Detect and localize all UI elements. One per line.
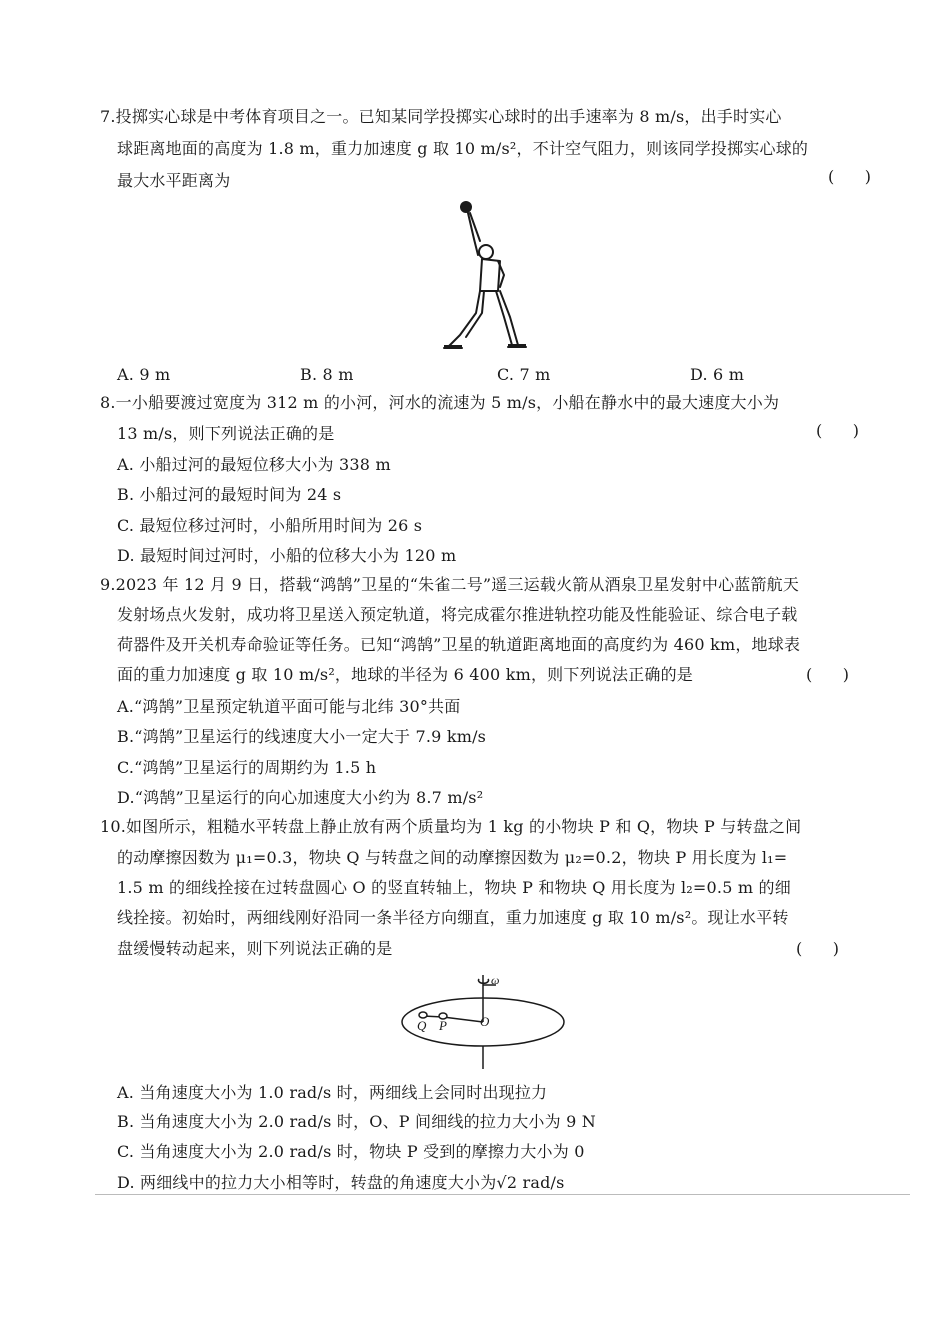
q9-answer-paren: ( )	[806, 665, 849, 684]
q10-answer-paren: ( )	[796, 939, 839, 958]
q9-line-2: 发射场点火发射，成功将卫星送入预定轨道，将完成霍尔推进轨控功能及性能验证、综合电子载	[117, 605, 798, 624]
p-label: P	[439, 1018, 447, 1033]
q8-line-2: 13 m/s，则下列说法正确的是	[117, 424, 335, 443]
q10-line-5: 盘缓慢转动起来，则下列说法正确的是	[117, 939, 393, 958]
q7-option-b: B. 8 m	[300, 365, 354, 384]
q10-line-2: 的动摩擦因数为 μ₁=0.3，物块 Q 与转盘之间的动摩擦因数为 μ₂=0.2，物块 P 用长度为 l₁=	[117, 848, 788, 867]
q9-line-3: 荷器件及开关机寿命验证等任务。已知“鸿鹄”卫星的轨道距离地面的高度约为 460 km，地球表	[117, 635, 801, 654]
q9-option-a: A.“鸿鹄”卫星预定轨道平面可能与北纬 30°共面	[117, 697, 461, 716]
q7-line-3: 最大水平距离为	[117, 171, 231, 190]
q7-line-1: 7.投掷实心球是中考体育项目之一。已知某同学投掷实心球时的出手速率为 8 m/s，出手时实心	[100, 107, 782, 126]
q9-line-4: 面的重力加速度 g 取 10 m/s²，地球的半径为 6 400 km，则下列说法正确的是	[117, 665, 693, 684]
q9-option-c: C.“鸿鹄”卫星运行的周期约为 1.5 h	[117, 758, 377, 777]
q10-line-4: 线拴接。初始时，两细线刚好沿同一条半径方向绷直，重力加速度 g 取 10 m/s²。现让水平转	[117, 908, 789, 927]
q10-line-1: 10.如图所示，粗糙水平转盘上静止放有两个质量均为 1 kg 的小物块 P 和 Q，物块 P 与转盘之间	[100, 817, 802, 836]
q9-option-b: B.“鸿鹄”卫星运行的线速度大小一定大于 7.9 km/s	[117, 727, 487, 746]
turntable-diagram	[395, 965, 575, 1075]
q8-option-a: A. 小船过河的最短位移大小为 338 m	[117, 455, 391, 474]
q10-line-3: 1.5 m 的细线拴接在过转盘圆心 O 的竖直转轴上，物块 P 和物块 Q 用长度为 l₂=0.5 m 的细	[117, 878, 791, 897]
q8-line-1: 8.一小船要渡过宽度为 312 m 的小河，河水的流速为 5 m/s，小船在静水中的最大速度大小为	[100, 393, 780, 412]
q9-line-1: 9.2023 年 12 月 9 日，搭载“鸿鹄”卫星的“朱雀二号”遥三运载火箭从酒泉卫星发射中心蓝箭航天	[100, 575, 800, 594]
q8-option-c: C. 最短位移过河时，小船所用时间为 26 s	[117, 516, 423, 535]
q8-option-d: D. 最短时间过河时，小船的位移大小为 120 m	[117, 546, 457, 565]
q8-answer-paren: ( )	[816, 421, 859, 440]
q7-answer-paren: ( )	[828, 167, 871, 186]
q-label: Q	[417, 1018, 427, 1033]
q10-option-a: A. 当角速度大小为 1.0 rad/s 时，两细线上会同时出现拉力	[117, 1083, 548, 1102]
q7-option-c: C. 7 m	[497, 365, 551, 384]
q7-line-2: 球距离地面的高度为 1.8 m，重力加速度 g 取 10 m/s²，不计空气阻力，则该同学投掷实心球的	[117, 139, 809, 158]
q10-option-b: B. 当角速度大小为 2.0 rad/s 时，O、P 间细线的拉力大小为 9 N	[117, 1112, 596, 1131]
shot-put-athlete-figure	[440, 195, 530, 357]
page-bottom-divider	[95, 1194, 910, 1195]
q7-option-d: D. 6 m	[690, 365, 745, 384]
q9-option-d: D.“鸿鹄”卫星运行的向心加速度大小约为 8.7 m/s²	[117, 788, 484, 807]
q10-option-c: C. 当角速度大小为 2.0 rad/s 时，物块 P 受到的摩擦力大小为 0	[117, 1142, 585, 1161]
q7-option-a: A. 9 m	[117, 365, 171, 384]
omega-label: ω	[491, 973, 500, 987]
o-label: O	[480, 1014, 490, 1029]
q10-option-d: D. 两细线中的拉力大小相等时，转盘的角速度大小为√2 rad/s	[117, 1173, 565, 1192]
q8-option-b: B. 小船过河的最短时间为 24 s	[117, 485, 342, 504]
